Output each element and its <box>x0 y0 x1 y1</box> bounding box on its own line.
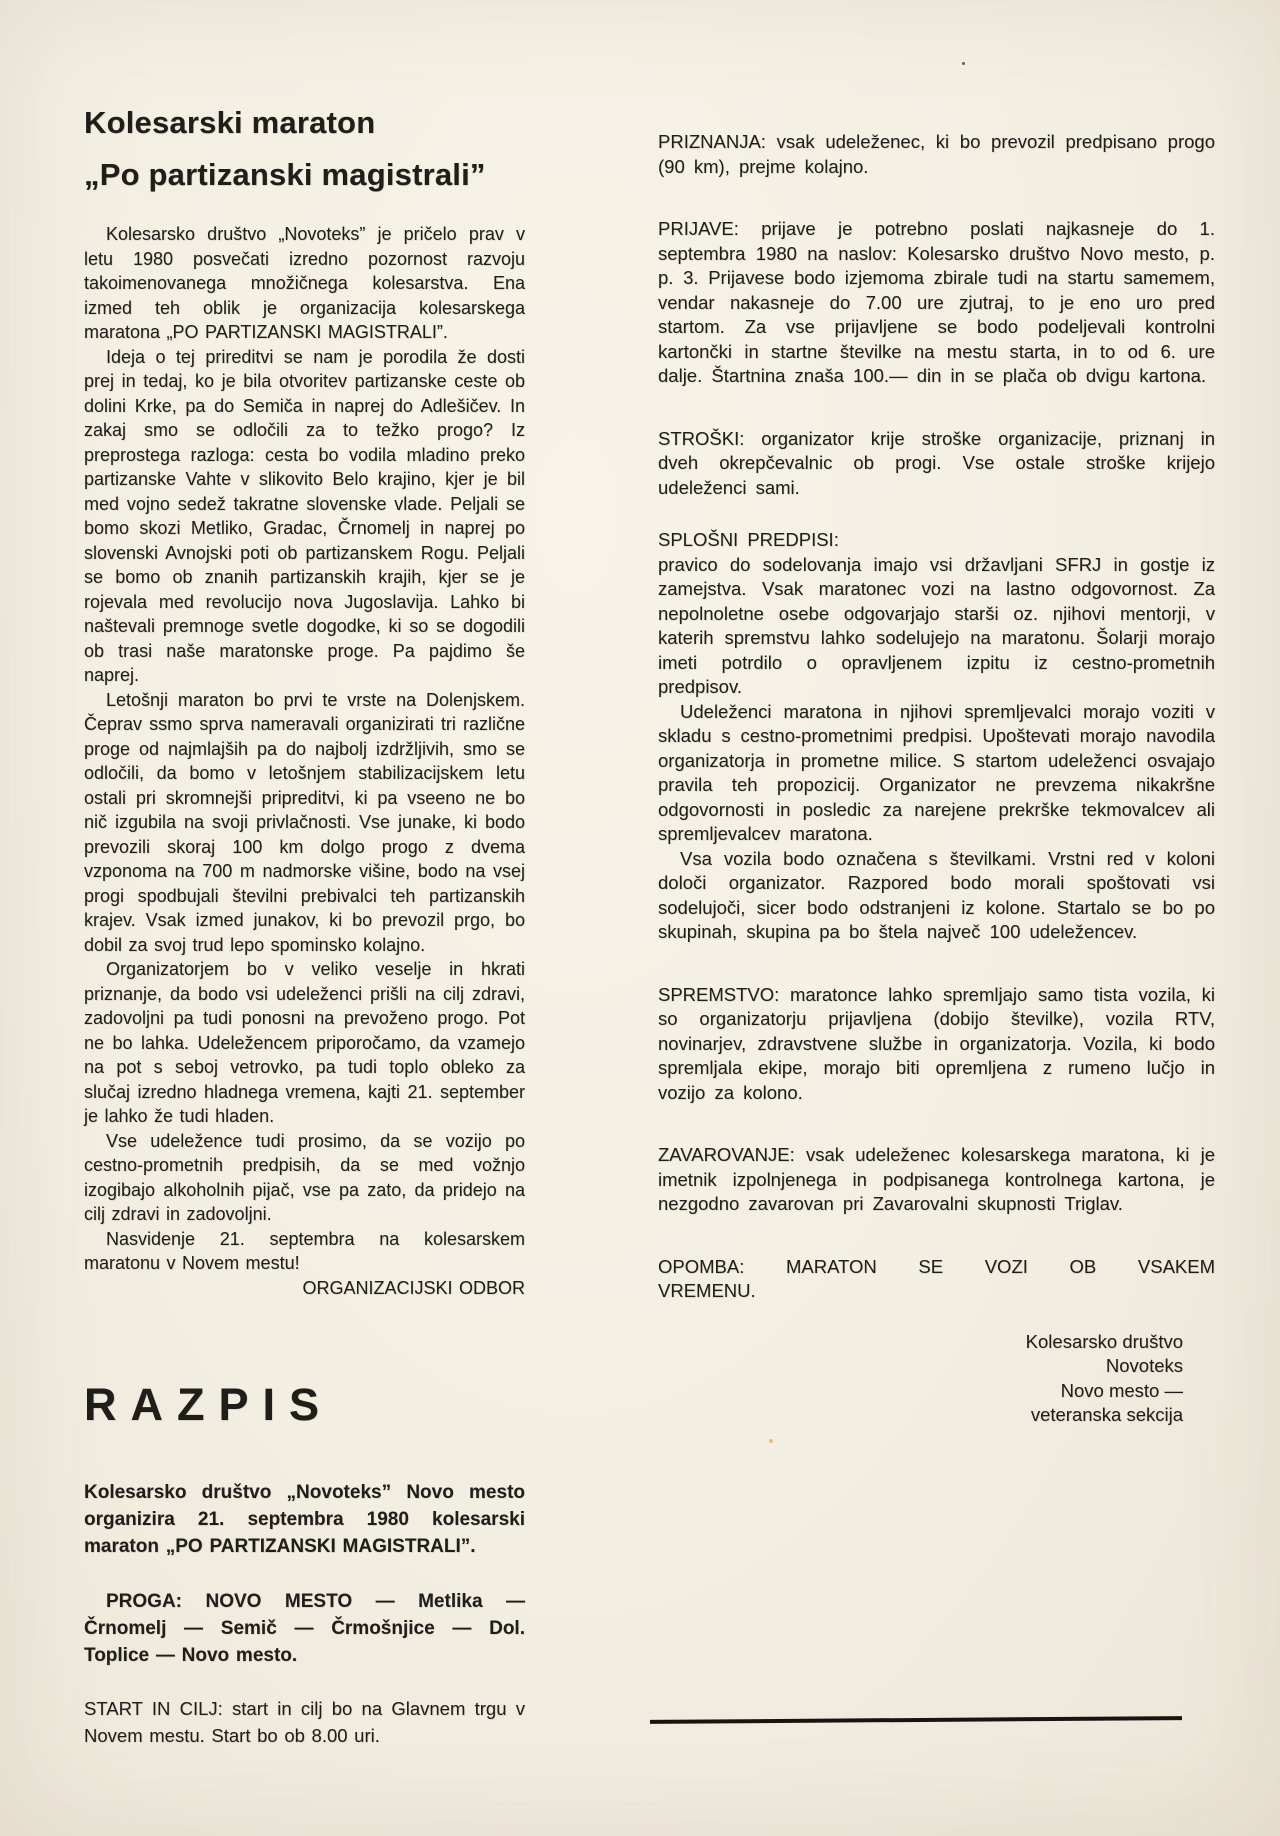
signature-line-novoteks: Novoteks <box>1105 1355 1183 1376</box>
opomba-line1: OPOMBA: MARATON SE VOZI OB VSAKEM <box>658 1255 1215 1277</box>
paragraph-idea-history: Ideja o tej prireditvi se nam je porodila že dosti prej in tedaj, ko je bila otvoritev partizanske ceste ob dolini Krke, pa do Semiča in naprej do Adlešičev. In zakaj smo se odločili za to težko progo? Iz preprostega razloga: cesta bo vodila mladino preko partizanske Vahte v slikovito Belo krajino, kjer je bil med vojno sedež takratne slovenske vlade. Peljali se bomo skozi Metliko, Gradac, Črnomelj in naprej po slovenski Avnojski poti ob partizanskem Rogu. Peljali se bomo ob znanih partizanskih krajih, kjer se je rojevala med revolucijo nova Jugoslavija. Lahko bi naštevali premnoge svetle dogodke, ki so se dogodili ob trasi naše maratonske proge. Pa pajdimo še naprej. <box>84 346 525 686</box>
left-column <box>84 0 525 1749</box>
razpis-intro-paragraph: Kolesarsko društvo „Novoteks” Novo mesto organizira 21. septembra 1980 kolesarski maraton „PO PARTIZANSKI MAGISTRALI”. <box>84 1482 525 1558</box>
scan-speck <box>769 1439 773 1443</box>
right-column <box>658 0 1215 1428</box>
splosni-predpisi-paragraph-1: pravico do sodelovanja imajo vsi državljani SFRJ in gostje iz zamejstva. Vsak maratonec vozi na lastno odgovornost. Za nepolnoletne osebe odgovarjajo starši oz. njihovi mentorji, v katerih spremstvu lahko sodelujejo na maratonu. Šolarji morajo imeti potrdilo o opravljenem izpitu iz cestno-prometnih predpisov. <box>658 553 1215 697</box>
paragraph-farewell: Nasvidenje 21. septembra na kolesarskem maratonu v Novem mestu! <box>84 1228 525 1274</box>
signature-line-section: veteranska sekcija <box>1030 1404 1183 1425</box>
prijave-paragraph: PRIJAVE: prijave je potrebno poslati najkasneje do 1. septembra 1980 na naslov: Kolesarsko društvo Novo mesto, p. p. 3. Prijavese bodo izjemoma zbirale tudi na startu samemem, vendar nakasneje do 7.00 ure zjutraj, to je eno uro pred startom. Za vse prijavljene se bodo podeljevali kontrolni kartončki in startne številke na mestu starta, in to od 6. ure dalje. Štartnina znaša 100.— din in se plača ob dvigu kartona. <box>658 218 1215 386</box>
priznanja-paragraph: PRIZNANJA: vsak udeleženec, ki bo prevozil predpisano progo (90 km), prejme kolajno. <box>658 131 1215 177</box>
spremstvo-paragraph: SPREMSTVO: maratonce lahko spremljajo samo tista vozila, ki so organizatorju prijavljena (dobijo številke), vozila RTV, novinarjev, zdravstvene službe in organizatorja. Vozila, ki bodo spremljala ekipe, morajo biti opremljena z rumeno lučjo in vozijo za kolono. <box>658 983 1215 1103</box>
splosni-predpisi-paragraph-2: Udeleženci maratona in njihovi spremljevalci morajo voziti v skladu s cestno-prometnimi predpisi. Upoštevati morajo navodila organizatorja in prometne milice. S startom udeleženci osvajajo pravila teh propozicij. Organizator ne prevzema nikakršne odgovornosti in posledic za narejene prekrške tekmovalcev ali spremljevalcev maratona. <box>658 700 1215 844</box>
scan-speck <box>962 62 965 65</box>
signature-line-club: Kolesarsko društvo <box>1025 1330 1183 1352</box>
organizing-committee-signoff: ORGANIZACIJSKI ODBOR <box>302 1277 525 1298</box>
splosni-predpisi-heading: SPLOŠNI PREDPISI: <box>658 529 839 550</box>
page-title-line1: Kolesarski maraton <box>84 105 376 140</box>
zavarovanje-paragraph: ZAVAROVANJE: vsak udeleženec kolesarskega maratona, ki je imetnik izpolnjenega in podpisanega kontrolnega kartona, je nezgodno zavarovan pri Zavarovalni skupnosti Triglav. <box>658 1144 1215 1214</box>
stroski-paragraph: STROŠKI: organizator krije stroške organizacije, priznanj in dveh okrepčevalnic ob progi. Vse ostale stroške krijejo udeleženci sami. <box>658 427 1215 498</box>
paragraph-traffic-safety: Vse udeležence tudi prosimo, da se vozijo po cestno-prometnih predpisih, da se med vožnjo izogibajo alkoholnih pijač, vse pa zato, da pridejo na cilj zdravi in zadovoljni. <box>84 1130 525 1225</box>
start-finish-paragraph: START IN CILJ: start in cilj bo na Glavnem trgu v Novem mestu. Start bo ob 8.00 uri. <box>84 1698 525 1747</box>
signature-line-city: Novo mesto — <box>1060 1379 1183 1401</box>
page-title-line2: „Po partizanski magistrali” <box>84 157 486 193</box>
opomba-line2: VREMENU. <box>658 1280 756 1301</box>
paragraph-club-intro: Kolesarsko društvo „Novoteks” je pričelo prav v letu 1980 posvečati izredno pozornost razvoju takoimenovanega množičnega kolesarstva. Ena izmed teh oblik je organizacija kolesarskega maratona „PO PARTIZANSKI MAGISTRALI”. <box>84 224 525 343</box>
razpis-heading: RAZPIS <box>84 1379 334 1431</box>
bottom-divider-rule <box>650 1716 1182 1724</box>
splosni-predpisi-paragraph-3: Vsa vozila bodo označena s številkami. Vrstni red v koloni določi organizator. Razpored bodo morali spoštovati vsi sodelujoči, sicer bodo odstranjeni iz kolone. Startalo se bo po skupinah, skupina pa bo štela največ 100 udeležencev. <box>658 847 1215 942</box>
route-paragraph: PROGA: NOVO MESTO — Metlika — Črnomelj — Semič — Črmošnjice — Dol. Toplice — Novo mesto. <box>84 1591 525 1667</box>
paragraph-this-years-marathon: Letošnji maraton bo prvi te vrste na Dolenjskem. Čeprav ssmo sprva nameravali organizirati tri različne proge od najmlajših pa do najbolj izdržljivih, smo se odločili, da bomo v letošnjem stabilizacijskem letu ostali pri skromnejši pripreditvi, ki pa vseeno ne bo nič izgubila na svoji privlačnosti. Vse junake, ki bodo prevozili skoraj 100 km dolgo progo z dvema vzponoma na 700 m nadmorske višine, bodo na vsej progi spodbujali številni prebivalci teh partizanskih krajev. Vsak izmed junakov, ki bo prevozil prgo, bo dobil za svoj trud lepo spominsko kolajno. <box>84 689 525 955</box>
paragraph-organizers-wish: Organizatorjem bo v veliko veselje in hkrati priznanje, da bodo vsi udeleženci prišli na cilj zdravi, zadovoljni pa tudi ponosni na prevoženo progo. Pot ne bo lahka. Udeležencem priporočamo, da vzamejo na pot s seboj vetrovko, pa tudi toplo obleko za slučaj izredno hladnega vremena, kajti 21. september je lahko že tudi hladen. <box>84 959 525 1127</box>
signature-block <box>658 1330 1215 1428</box>
